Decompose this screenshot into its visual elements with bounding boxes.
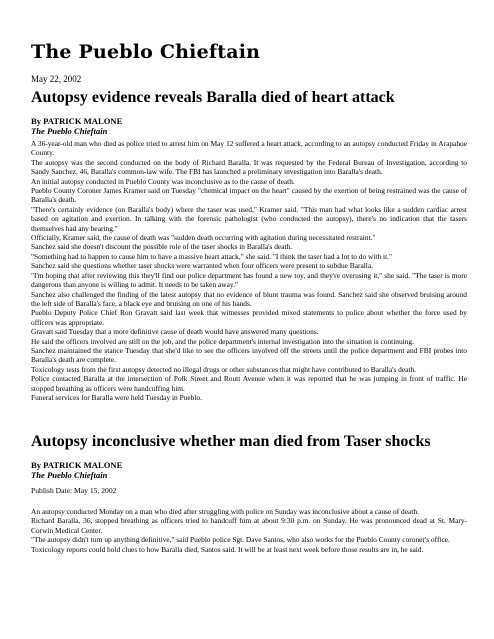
article1-paragraph: Sanchez said she doesn't discount the possible role of the taser shocks in Baralla's death. (31, 242, 293, 252)
article2-publish-date: Publish Date: May 15, 2002 (31, 486, 117, 495)
article1-headline: Autopsy evidence reveals Baralla died of heart attack (31, 89, 395, 106)
article1-paragraph: Funeral services for Baralla were held Tuesday in Pueblo. (31, 392, 202, 402)
article1-byline (31, 116, 122, 136)
article1-publication: The Pueblo Chieftain (31, 126, 108, 136)
article2-publication: The Pueblo Chieftain (31, 470, 108, 480)
article1-paragraph: He said the officers involved are still on the job, and the police department's internal investigation into the situation is continuing. (31, 336, 414, 346)
article1-paragraph: "There's certainly evidence (on Baralla's body) where the taser was used," Kramer said. "This man had what looks like a sudden cardiac arrest based on agitation and exertion. In talking with the forensic pathologist (who conducted the autopsy), there's no indication that the tasers themselves had any bearing." (31, 204, 467, 233)
article2-byline (31, 460, 122, 480)
article1-paragraph: Officially, Kramer said, the cause of death was "sudden death occurring with agitation during necessitated restraint." (31, 233, 376, 243)
article1-body (31, 139, 467, 402)
article1-paragraph: A 36-year-old man who died as police tried to arrest him on May 12 suffered a heart attack, according to an autopsy conducted Friday in Arapahoe County. (31, 139, 467, 158)
article1-paragraph: Toxicology tests from the first autopsy detected no illegal drugs or other substances that might have contributed to Baralla's death. (31, 364, 417, 374)
article2-paragraph: An autopsy conducted Monday on a man who died after struggling with police on Sunday was inconclusive about a cause of death. (31, 507, 419, 516)
article1-paragraph: The autopsy was the second conducted on the body of Richard Baralla. It was requested by the Federal Bureau of Investigation, according to Sandy Sanchez, 46, Baralla's common-law wife. The FBI has launched a preliminary investigation into Baralla's death. (31, 157, 467, 177)
article1-paragraph: Sanchez also challenged the finding of the latest autopsy that no evidence of blunt trauma was found. Sanchez said she observed bruising around the left side of Baralla's face, a black eye and bruising on one of his hands. (31, 289, 467, 308)
article2-body (31, 507, 467, 554)
article1-author: By PATRICK MALONE (31, 116, 123, 126)
article1-paragraph: Sanchez maintained the stance Tuesday that she'd like to see the officers involved off the streets until the police department and FBI probes into Baralla's death are complete. (31, 345, 467, 365)
issue-date: May 22, 2002 (31, 74, 82, 84)
article1-paragraph: Police contacted Baralla at the intersection of Polk Street and Routt Avenue when it was reported that he was jumping in front of traffic. He stopped breathing as officers were handcuffing him. (31, 374, 467, 393)
article2-author: By PATRICK MALONE (31, 460, 123, 470)
article2-headline: Autopsy inconclusive whether man died from Taser shocks (31, 433, 431, 450)
masthead: The Pueblo Chieftain (31, 41, 261, 63)
article1-paragraph: "Something had to happen to cause him to have a massive heart attack," she said. "I think the taser had a lot to do with it." (31, 251, 392, 261)
article1-paragraph: Gravatt said Tuesday that a more definitive cause of death would have answered many questions. (31, 327, 319, 337)
article2-paragraph: Richard Baralla, 36, stopped breathing as officers tried to handcuff him at about 9:30 p.m. on Sunday. He was pronounced dead at St. Mary-Corwin Medical Center. (31, 516, 467, 535)
article2-paragraph: Toxicology reports could hold clues to how Baralla died, Santos said. It will be at least next week before those results are in, he said. (31, 544, 424, 554)
article1-paragraph: An initial autopsy conducted in Pueblo County was inconclusive as to the cause of death. (31, 176, 295, 186)
article1-paragraph: Sanchez said she questions whether taser shocks were warranted when four officers were present to subdue Baralla. (31, 261, 373, 271)
article1-paragraph: Pueblo Deputy Police Chief Ron Gravatt said last week that witnesses provided mixed statements to police about whether the force used by officers was appropriate. (31, 308, 467, 327)
article1-paragraph: "I'm hoping that after reviewing this they'll find our police department has found a new toy, and they're overusing it," she said. "The taser is more dangerous than anyone is willing to admit. It needs to be taken away." (31, 270, 467, 290)
article2-paragraph: "The autopsy didn't turn up anything definitive," said Pueblo police Sgt. Dave Santos, who also works for the Pueblo County coroner's office. (31, 535, 450, 545)
article1-paragraph: Pueblo County Coroner James Kramer said on Tuesday "chemical impact on the heart" caused by the exertion of being restrained was the cause of Baralla's death. (31, 186, 467, 205)
